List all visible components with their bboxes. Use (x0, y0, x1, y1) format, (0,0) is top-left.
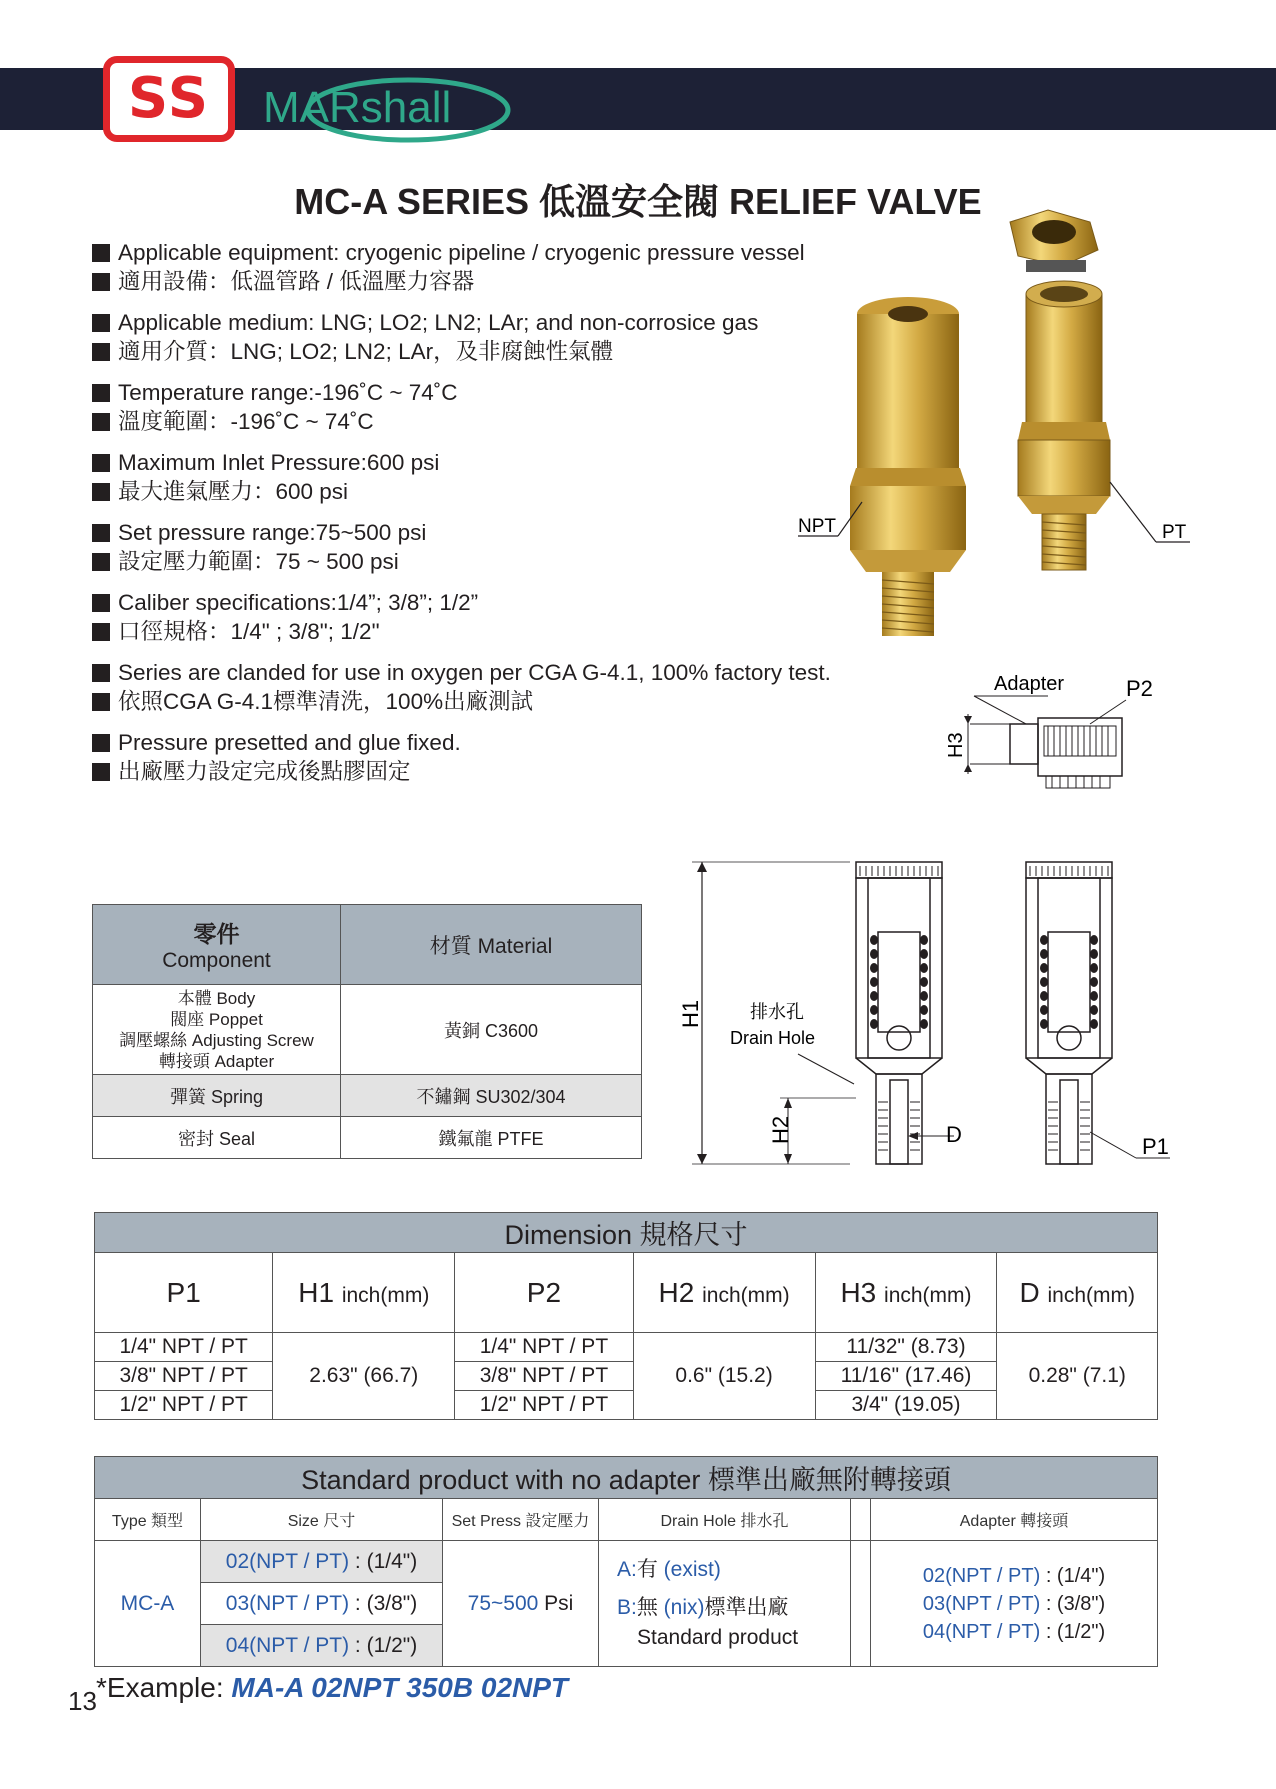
drain-hole-options: A:有 (exist) B:無 (nix)標準出廠 Standard product (599, 1541, 851, 1667)
seal-material-cell: 鐵氟龍 PTFE (341, 1117, 642, 1159)
spec-en: Caliber specifications:1/4”; 3/8”; 1/2” (118, 590, 479, 615)
bullet-square-icon (92, 244, 110, 262)
spec-item (92, 518, 872, 576)
table-row: 1/2" NPT / PT 1/2" NPT / PT 3/4" (19.05) (95, 1391, 1158, 1420)
example-line: *Example: MA-A 02NPT 350B 02NPT (96, 1672, 569, 1703)
col-p1: P1 (95, 1253, 273, 1333)
col-h1: H1 inch(mm) (273, 1253, 455, 1333)
table-row: MC-A 02(NPT / PT) : (1/4") 75~500 Psi A:有 (exist) B:無 (nix)標準出廠 Standard product 02(NPT / PT) : (1/4") 03(NPT / PT) : (3/8") 04(NPT / PT) : (1/2") (95, 1541, 1158, 1583)
pt-label: PT (1162, 522, 1187, 543)
bullet-square-icon (92, 693, 110, 711)
dimension-table (94, 1212, 1158, 1420)
standard-title: Standard product with no adapter 標準出廠無附轉接頭 (95, 1457, 1158, 1499)
spec-en: Maximum Inlet Pressure:600 psi (118, 450, 440, 475)
table-row: 3/8" NPT / PT 3/8" NPT / PT 11/16" (17.46) (95, 1362, 1158, 1391)
material-header: 材質 Material (341, 905, 642, 985)
spec-item (92, 728, 872, 786)
spec-item (92, 378, 872, 436)
bullet-square-icon (92, 273, 110, 291)
h1-label: H1 (678, 999, 703, 1028)
bullet-square-icon (92, 413, 110, 431)
ss-logo: SS (103, 56, 235, 142)
dimension-title: Dimension 規格尺寸 (95, 1213, 1158, 1253)
dimension-header-row (95, 1253, 1158, 1333)
product-photo (790, 200, 1210, 640)
example-code: MA-A 02NPT 350B 02NPT (231, 1672, 569, 1703)
drain-hole-en-label: Drain Hole (730, 1028, 816, 1048)
spec-zh: 最大進氣壓力：600 psi (118, 479, 349, 504)
spec-item (92, 658, 872, 716)
bullet-square-icon (92, 454, 110, 472)
bullet-square-icon (92, 483, 110, 501)
bullet-square-icon (92, 314, 110, 332)
spec-en: Series are clanded for use in oxygen per CGA G-4.1, 100% factory test. (118, 660, 831, 685)
adapter-label: Adapter (994, 673, 1065, 695)
spec-zh: 出廠壓力設定完成後點膠固定 (118, 759, 411, 784)
section-right (1026, 862, 1112, 1164)
spec-en: Applicable equipment: cryogenic pipeline / cryogenic pressure vessel (118, 240, 805, 265)
component-header: 零件 Component (93, 905, 341, 985)
valve-npt-image (850, 297, 966, 636)
spec-en: Temperature range:-196˚C ~ 74˚C (118, 380, 458, 405)
spec-item (92, 588, 872, 646)
col-h3: H3 inch(mm) (815, 1253, 997, 1333)
page-number: 13 (68, 1686, 97, 1716)
adapter-options: 02(NPT / PT) : (1/4") 03(NPT / PT) : (3/8") 04(NPT / PT) : (1/2") (871, 1541, 1158, 1667)
d-label: D (946, 1122, 962, 1147)
page-title: MC-A SERIES 低溫安全閥 RELIEF VALVE (294, 181, 982, 222)
component-table (92, 904, 642, 1159)
drain-hole-zh-label: 排水孔 (750, 1002, 804, 1022)
table-row (93, 985, 642, 1075)
table-row: 1/4" NPT / PT 2.63" (66.7) 1/4" NPT / PT 0.6" (15.2) 11/32" (8.73) 0.28" (7.1) (95, 1333, 1158, 1362)
adapter-drawing (940, 668, 1170, 798)
h2-label: H2 (768, 1115, 793, 1144)
spec-zh: 適用設備：低溫管路 / 低溫壓力容器 (118, 269, 475, 294)
spec-item (92, 238, 872, 296)
spec-zh: 口徑規格：1/4" ; 3/8"; 1/2" (118, 619, 380, 644)
h3-label: H3 (945, 732, 967, 758)
spec-list (92, 238, 872, 798)
seal-cell: 密封 Seal (93, 1117, 341, 1159)
bullet-square-icon (92, 763, 110, 781)
bullet-square-icon (92, 594, 110, 612)
spec-zh: 適用介質：LNG; LO2; LN2; LAr，及非腐蝕性氣體 (118, 339, 614, 364)
bullet-square-icon (92, 343, 110, 361)
svg-text:MARshall: MARshall (263, 83, 452, 132)
cross-section-drawing (670, 852, 1190, 1172)
spring-material-cell: 不鏽鋼 SU302/304 (341, 1075, 642, 1117)
spec-en: Applicable medium: LNG; LO2; LN2; LAr; and non-corrosice gas (118, 310, 759, 335)
standard-header-row: Type 類型 Size 尺寸 Set Press 設定壓力 Drain Hole 排水孔 Adapter 轉接頭 (95, 1499, 1158, 1541)
body-material-cell: 黃銅 C3600 (341, 985, 642, 1075)
spring-cell: 彈簧 Spring (93, 1075, 341, 1117)
npt-label: NPT (798, 516, 836, 537)
table-row: 04(NPT / PT) : (1/2") (95, 1625, 1158, 1667)
section-left (856, 862, 942, 1164)
bullet-square-icon (92, 664, 110, 682)
bullet-square-icon (92, 623, 110, 641)
spec-item (92, 448, 872, 506)
spec-item (92, 308, 872, 366)
table-row: 03(NPT / PT) : (3/8") (95, 1583, 1158, 1625)
bullet-square-icon (92, 734, 110, 752)
col-p2: P2 (455, 1253, 633, 1333)
p1-label: P1 (1142, 1134, 1169, 1159)
bullet-square-icon (92, 524, 110, 542)
p2-label: P2 (1126, 676, 1153, 701)
standard-product-table (94, 1456, 1158, 1667)
bullet-square-icon (92, 384, 110, 402)
body-parts-cell: 本體 Body 閥座 Poppet 調壓螺絲 Adjusting Screw 轉接頭 Adapter (93, 985, 341, 1075)
table-row (93, 1117, 642, 1159)
table-row (93, 1075, 642, 1117)
col-d: D inch(mm) (997, 1253, 1158, 1333)
spec-en: Set pressure range:75~500 psi (118, 520, 427, 545)
marshall-logo (258, 70, 518, 144)
spec-en: Pressure presetted and glue fixed. (118, 730, 461, 755)
spec-zh: 依照CGA G-4.1標準清洗，100%出廠測試 (118, 689, 534, 714)
spec-zh: 溫度範圍：-196˚C ~ 74˚C (118, 409, 374, 434)
bullet-square-icon (92, 553, 110, 571)
valve-pt-image (1010, 210, 1110, 570)
spec-zh: 設定壓力範圍：75 ~ 500 psi (118, 549, 399, 574)
col-h2: H2 inch(mm) (633, 1253, 815, 1333)
